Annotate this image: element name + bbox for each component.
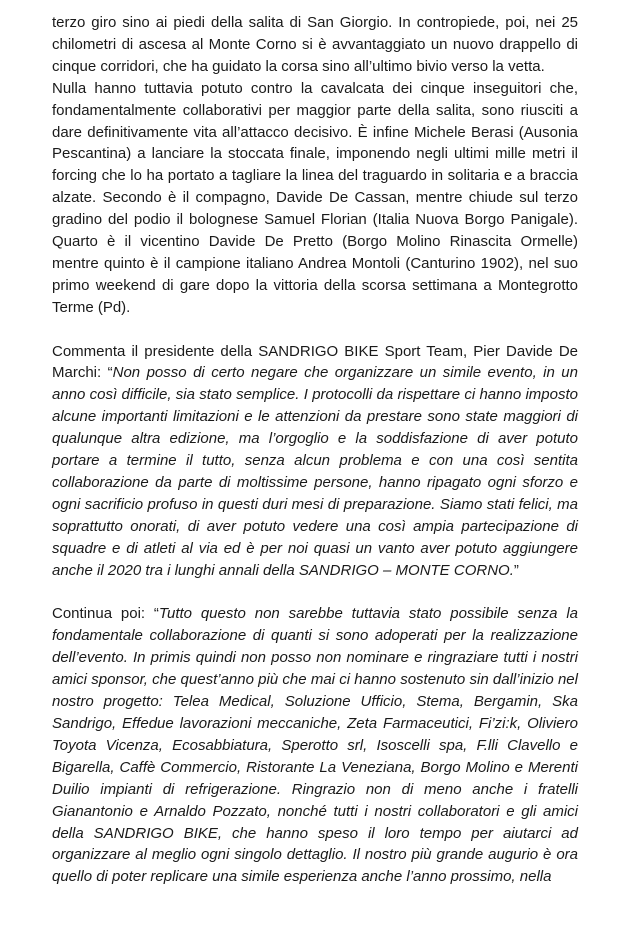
comment-intro: Commenta il presidente della SANDRIGO BIKE Sport Team, Pier Davide De Marchi: “ xyxy=(52,342,578,382)
paragraph-race-finale: Nulla hanno tuttavia potuto contro la cavalcata dei cinque inseguitori che, fondamentalmente collaborativi per maggior parte della salita, sono riusciti a dare definitivamente vita all’attacco decisivo. È infine Michele Berasi (Ausonia Pescantina) a lanciare la stoccata finale, imponendo negli ultimi mille metri il forcing che lo ha portato a tagliare la linea del traguardo in solitaria e a braccia alzate. Secondo è il compagno, Davide De Cassan, mentre chiude sul terzo gradino del podio il bolognese Samuel Florian (Italia Nuova Borgo Panigale). Quarto è il vicentino Davide De Pretto (Borgo Molino Rinascita Ormelle) mentre quinto è il campione italiano Andrea Montoli (Canturino 1902), nel suo primo weekend di gare dopo la vittoria della scorsa settimana a Montegrotto Terme (Pd). xyxy=(52,79,578,316)
document-page xyxy=(52,12,578,888)
continuation-intro: Continua poi: “ xyxy=(52,605,159,623)
paragraph-sponsor-thanks xyxy=(52,603,578,888)
sponsor-thanks-quote: Tutto questo non sarebbe tuttavia stato possibile senza la fondamentale collaborazione di quanti si sono adoperati per la realizzazione dell’evento. In primis quindi non posso non nominare e ringraziare tutti i nostri amici sponsor, che quest’anno più che mai ci hanno sostenuto sin dall’inizio nel nostro progetto: Telea Medical, Soluzione Ufficio, Stema, Bergamin, Ska Sandrigo, Effedue lavorazioni meccaniche, Zeta Farmaceutici, Fi’zi:k, Oliviero Toyota Vicenza, Ecosabbiatura, Sperotto srl, Isoscelli spa, F.lli Clavello e Bigarella, Caffè Commercio, Ristorante La Veneziana, Borgo Molino e Merenti Duilio impianti di refrigerazione. Ringrazio non di meno anche i fratelli Gianantonio e Arnaldo Pozzato, nonché tutti i nostri collaboratori e gli amici della SANDRIGO BIKE, che hanno speso il loro tempo per aiutarci ad organizzare al meglio ogni singolo dettaglio. Il nostro più grande augurio è ora quello di poter replicare una simile esperienza anche l’anno prossimo, nella xyxy=(52,605,578,886)
president-quote: Non posso di certo negare che organizzare un simile evento, in un anno così difficile, sia stato semplice. I protocolli da rispettare ci hanno imposto alcune importanti limitazioni e le attenzioni da prestare sono state maggiori di qualunque altra edizione, ma l’orgoglio e la soddisfazione di aver potuto portare a termine il tutto, senza alcun problema e con una così sentita collaborazione da parte di moltissime persone, hanno ripagato ogni sforzo e ogni sacrificio profuso in questi duri mesi di preparazione. Siamo stati felici, ma soprattutto onorati, di aver potuto vedere una così ampia partecipazione di squadre e di atleti al via ed è per noi quasi un vanto aver potuto aggiungere anche il 2020 tra i lunghi annali della SANDRIGO – MONTE CORNO. xyxy=(52,364,578,579)
paragraph-gap xyxy=(52,319,578,341)
quote-close-mark: ” xyxy=(513,561,519,579)
paragraph-gap xyxy=(52,582,578,604)
paragraph-race-description: terzo giro sino ai piedi della salita di San Giorgio. In contropiede, poi, nei 25 chilometri di ascesa al Monte Corno si è avvantaggiato un nuovo drappello di cinque corridori, che ha guidato la corsa sino all’ultimo bivio verso la vetta. xyxy=(52,14,578,75)
paragraph-president-comment xyxy=(52,341,578,582)
